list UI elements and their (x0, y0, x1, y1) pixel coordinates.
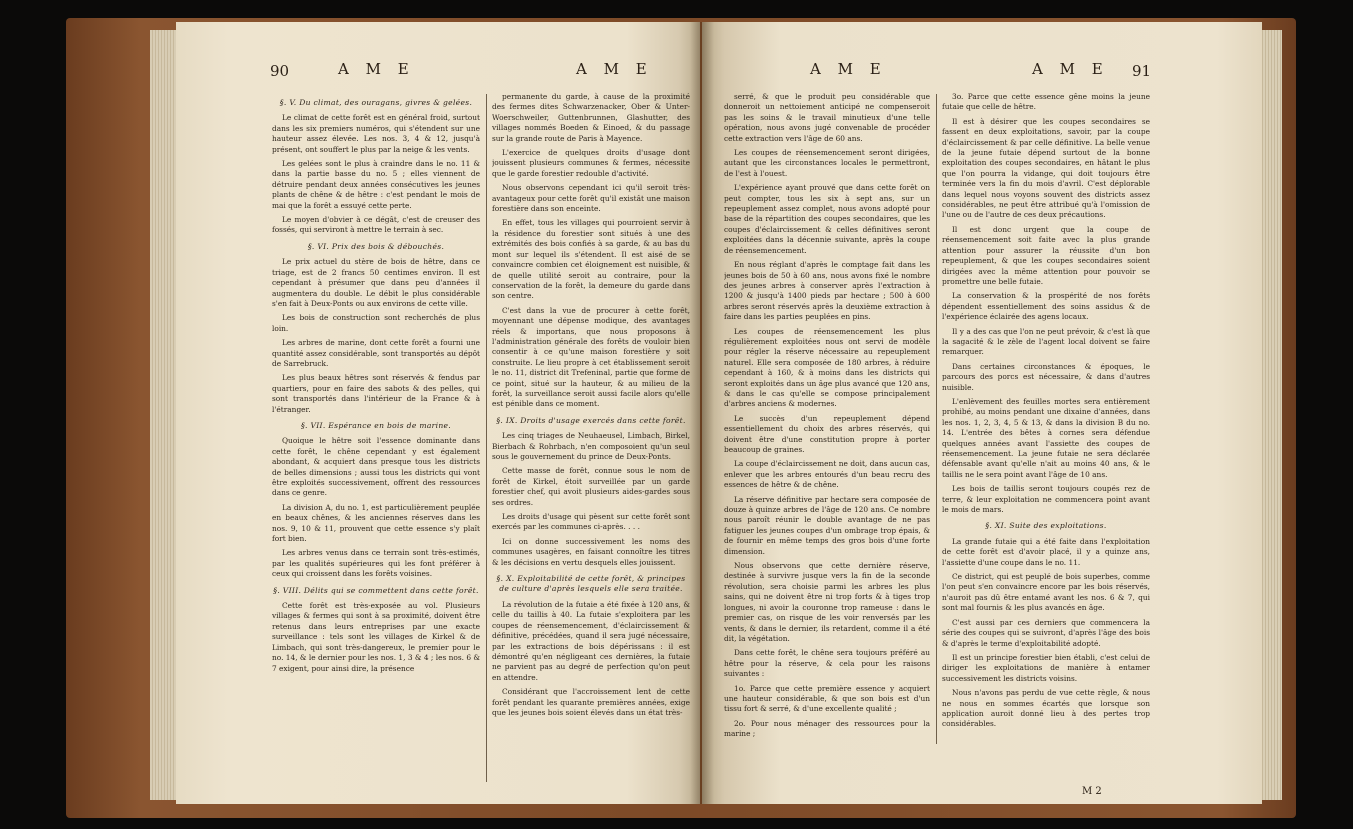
book-gutter (690, 22, 714, 804)
paragraph: Les arbres venus dans ce terrain sont très-estimés, par les qualités supérieures qui les font préférer à ceux qui croissent dans les forêts voisines. (272, 548, 480, 579)
column-rule (936, 94, 937, 744)
paragraph: Les bois de construction sont recherchés de plus loin. (272, 313, 480, 333)
paragraph: La réserve définitive par hectare sera composée de douze à quinze arbres de l'âge de 120 ans. Ce nombre nous paroît réunir le double avantage de ne pas fatiguer les jeunes coupes d'un ombrage trop épais, & de fournir en même temps des gros bois d'une forte dimension. (724, 494, 930, 556)
paragraph: Il y a des cas que l'on ne peut prévoir, & c'est là que la sagacité & le zèle de l'agent local doivent se faire remarquer. (942, 326, 1150, 357)
paragraph: La division A, du no. 1, est particulièrement peuplée en beaux chênes, & les anciennes réserves dans les nos. 9, 10 & 11, prouvent que cette essence s'y plaît fort bien. (272, 502, 480, 544)
page-number: 91 (1132, 62, 1152, 80)
paragraph: Le climat de cette forêt est en général froid, surtout dans les six premiers numéros, qui s'étendent sur une hauteur assez élevée. Les nos. 3, 4 & 12, jusqu'à présent, ont souffert le plus par la neige & les vents. (272, 113, 480, 154)
paragraph: La coupe d'éclaircissement ne doit, dans aucun cas, enlever que les arbres entourés d'un beau recru des essences de hêtre & de chêne. (724, 459, 930, 490)
running-head-left: A M E (810, 60, 887, 78)
section-heading: §. X. Exploitabilité de cette forêt, & principes de culture d'après lesquels elle sera traitée. (496, 574, 686, 594)
paragraph: Nous observons cependant ici qu'il seroit très-avantageux pour cette forêt qu'il existât une maison forestière dans son enceinte. (492, 183, 690, 214)
paragraph: Cette masse de forêt, connue sous le nom de forêt de Kirkel, étoit surveillée par un garde forestier chef, qui avoit plusieurs aides-gardes sous ses ordres. (492, 466, 690, 507)
paragraph: Le succès d'un repeuplement dépend essentiellement du choix des arbres réservés, qui doivent être d'une constitution propre à porter beaucoup de graines. (724, 413, 930, 454)
running-head-right: A M E (1032, 60, 1109, 78)
page-edges-left (150, 30, 178, 800)
page-number: 90 (270, 62, 290, 80)
paragraph: C'est aussi par ces derniers que commencera la série des coupes qui se suivront, d'après l'âge des bois & d'après le terme d'exploitabilité adopté. (942, 617, 1150, 648)
paragraph: permanente du garde, à cause de la proximité des fermes dites Schwarzenacker, Ober & Unter-Woerschweiler, Guttenbrunnen, Glashutter, des villages nommés Boeden & Einoed, & du passage sur la grande route de Paris à Mayence. (492, 92, 690, 143)
paragraph: Ce district, qui est peuplé de bois superbes, comme l'on peut s'en convaincre encore par les bois réservés, n'auroit pas dû être entamé avant les nos. 6 & 7, qui sont mal fournis & les plus avancés en âge. (942, 572, 1150, 613)
paragraph: serré, & que le produit peu considérable que donneroit un nettoiement anticipé ne compenseroit pas les soins & le travail minutieux d'une telle opération, nous avons jugé convenable de procéder cette extraction vers l'âge de 60 ans. (724, 92, 930, 143)
paragraph: Quoique le hêtre soit l'essence dominante dans cette forêt, le chêne cependant y est également abondant, & acquiert dans presque tous les districts de belles dimensions ; aussi tous les districts qui vont être exploités successivement, offrent des ressources dans ce genre. (272, 436, 480, 498)
paragraph: Nous observons que cette dernière réserve, destinée à survivre jusque vers la fin de la seconde révolution, sera choisie parmi les arbres les plus sains, qui ne doivent être ni trop forts & à tiges trop longues, ni avoir la couronne trop rameuse : dans le premier cas, on risque de les voir renversés par les vents, & dans le dernier, ils retardent, comme il a été dit, la végétation. (724, 561, 930, 643)
paragraph: Les droits d'usage qui pèsent sur cette forêt sont exercés par les communes ci-après. . . . (492, 512, 690, 532)
paragraph: Ici on donne successivement les noms des communes usagères, en faisant connoître les titres & les décisions en vertu desquels elles jouissent. (492, 536, 690, 567)
paragraph: En nous réglant d'après le comptage fait dans les jeunes bois de 50 à 60 ans, nous avons fixé le nombre des jeunes arbres à conserver après l'extraction à 1200 & jusqu'à 1400 pieds par hectare ; 500 à 600 arbres seront réservés après la deuxième extraction à faire dans les parties peuplées en pins. (724, 260, 930, 322)
section-heading: §. VIII. Délits qui se commettent dans cette forêt. (273, 585, 479, 595)
paragraph: Les arbres de marine, dont cette forêt a fourni une quantité assez considérable, sont transportés au dépôt de Sarrebruck. (272, 338, 480, 368)
paragraph: Dans cette forêt, le chêne sera toujours préféré au hêtre pour la réserve, & cela pour les raisons suivantes : (724, 648, 930, 679)
paragraph: Les gelées sont le plus à craindre dans le no. 11 & dans la partie basse du no. 5 ; elles viennent de détruire pendant deux années consécutives les jeunes plants de chêne & de hêtre : c'est pendant le mois de mai que la forêt a essuyé cette perte. (272, 159, 480, 210)
paragraph: C'est dans la vue de procurer à cette forêt, moyennant une dépense modique, des avantages réels & importans, que nous proposons à l'administration générale des forêts de vouloir bien consentir à ce qu'une maison forestière y soit construite. Le lieu propre à cet établissement seroit le no. 11, district dit Trefeninal, partie que forme de ce point, situé sur la hauteur, & au milieu de la forêt, la surveillance seroit aussi facile alors qu'elle est pénible dans ce moment. (492, 305, 690, 409)
left-page (176, 22, 700, 804)
section-heading: §. VII. Espérance en bois de marine. (300, 420, 452, 430)
left-page-column-2 (492, 92, 690, 782)
signature-mark: M 2 (1082, 786, 1102, 797)
right-page (702, 22, 1262, 804)
page-edges-right (1260, 30, 1282, 800)
right-page-column-1 (724, 92, 930, 782)
paragraph: L'expérience ayant prouvé que dans cette forêt on peut compter, tous les six à sept ans, sur un repeuplement assez complet, nous avons adopté pour base de la répartition des coupes secondaires, que les coupes d'éclaircissement & celles définitives seront exploitées dans la décennie suivante, après la coupe de réensemencement. (724, 183, 930, 255)
paragraph: Les coupes de réensemencement seront dirigées, autant que les circonstances locales le permettront, de l'est à l'ouest. (724, 148, 930, 178)
paragraph: Les cinq triages de Neuhaeusel, Limbach, Birkel, Bierbach & Rohrbach, n'en composoient qu'un seul sous le gouvernement du prince de Deux-Ponts. (492, 431, 690, 461)
paragraph: L'enlèvement des feuilles mortes sera entièrement prohibé, au moins pendant une dixaine d'années, dans les nos. 1, 2, 3, 4, 5 & 13, & dans la division B du no. 14. L'entrée des bêtes à cornes sera défendue quelques années avant l'assiette des coupes de réensemencement. La jeune futaie ne sera déclarée défensable avant qu'elle n'ait au moins 40 ans, & le taillis ne le sera point avant l'âge de 10 ans. (942, 396, 1150, 479)
section-heading: §. V. Du climat, des ouragans, givres & gelées. (279, 98, 473, 107)
paragraph: Il est à désirer que les coupes secondaires se fassent en deux exploitations, savoir, par la coupe d'éclaircissement & par celle définitive. La belle venue de la jeune futaie dépend surtout de la bonne exploitation des coupes secondaires, en hâtant le plus que l'on pourra la vidange, qui doit toujours être terminée vers la fin du mois d'avril. C'est déplorable dans lequel nous voyons souvent des districts assez considérables, ne peut être attribué qu'à l'omission de l'une ou de l'autre de ces deux précautions. (942, 116, 1150, 220)
column-rule (486, 94, 487, 782)
paragraph: 3o. Parce que cette essence gêne moins la jeune futaie que celle de hêtre. (942, 92, 1150, 112)
paragraph: Il est un principe forestier bien établi, c'est celui de diriger les exploitations de manière à entamer successivement les districts voisins. (942, 652, 1150, 683)
paragraph: La grande futaie qui a été faite dans l'exploitation de cette forêt est d'avoir placé, il y a quinze ans, l'assiette d'une coupe dans le no. 11. (942, 536, 1150, 567)
paragraph: L'exercice de quelques droits d'usage dont jouissent plusieurs communes & fermes, nécessite que le garde forestier redouble d'activité. (492, 148, 690, 178)
right-page-column-2 (942, 92, 1150, 782)
paragraph: 1o. Parce que cette première essence y acquiert une hauteur considérable, & que son bois est d'un tissu fort & serré, & d'une excellente qualité ; (724, 683, 930, 714)
paragraph: Il est donc urgent que la coupe de réensemencement soit faite avec la plus grande attention pour assurer la réussite d'un bon repeuplement, & que les coupes secondaires soient dirigées avec la même attention pour pouvoir se promettre une belle futaie. (942, 224, 1150, 286)
paragraph: Les coupes de réensemencement les plus régulièrement exploitées nous ont servi de modèle pour régler la réserve nécessaire au repeuplement naturel. Elle sera composée de 180 arbres, à réduire cependant à 160, & à moins dans les districts qui seront exploités dans un âge plus avancé que 120 ans, & dans le cas qu'elle se compose principalement d'arbres anciens & modernes. (724, 326, 930, 409)
left-page-column-1 (272, 92, 480, 782)
section-heading: §. IX. Droits d'usage exercés dans cette forêt. (496, 415, 686, 425)
running-head-left: A M E (338, 60, 415, 78)
paragraph: Les plus beaux hêtres sont réservés & fendus par quartiers, pour en faire des sabots & des pelles, qui sont transportés dans l'intérieur de la France & à l'étranger. (272, 373, 480, 414)
paragraph: Dans certaines circonstances & époques, le parcours des porcs est nécessaire, & dans d'autres nuisible. (942, 361, 1150, 392)
paragraph: La révolution de la futaie a été fixée à 120 ans, & celle du taillis à 40. La futaie s'exploitera par les coupes de réensemencement, d'éclaircissement & définitive, précédées, quand il sera jugé nécessaire, par les extractions de bois dépérissans : il est démontré qu'en négligeant ces dernières, la futaie ne parvient pas au degré de perfection qu'on peut en attendre. (492, 599, 690, 682)
paragraph: La conservation & la prospérité de nos forêts dépendent essentiellement des soins assidus & de l'expérience éclairée des agens locaux. (942, 291, 1150, 322)
paragraph: Considérant que l'accroissement lent de cette forêt pendant les quarante premières années, exige que les jeunes bois soient élevés dans un état très- (492, 687, 690, 717)
paragraph: Le moyen d'obvier à ce dégât, c'est de creuser des fossés, qui serviront à mettre le terrain à sec. (272, 215, 480, 235)
paragraph: Le prix actuel du stère de bois de hêtre, dans ce triage, est de 2 francs 50 centimes environ. Il est cependant à présumer que dans peu d'années il augmentera du double. Le débit le plus considérable s'en fait à Deux-Ponts ou aux environs de cette ville. (272, 257, 480, 308)
section-heading: §. VI. Prix des bois & débouchés. (307, 241, 445, 251)
paragraph: 2o. Pour nous ménager des ressources pour la marine ; (724, 718, 930, 739)
paragraph: Nous n'avons pas perdu de vue cette règle, & nous ne nous en sommes écartés que lorsque son application auroit donné lieu à des pertes trop considérables. (942, 688, 1150, 729)
paragraph: En effet, tous les villages qui pourroient servir à la résidence du forestier sont situés à une des extrémités des bois confiés à sa garde, & au bas du mont sur lequel ils s'étendent. Il est aisé de se convaincre combien cet éloignement est nuisible, & de quelle utilité seroit au contraire, pour la conservation de la forêt, la demeure du garde dans son centre. (492, 218, 690, 301)
running-head-right: A M E (576, 60, 653, 78)
paragraph: Cette forêt est très-exposée au vol. Plusieurs villages & fermes qui sont à sa proximité, doivent être retenus dans leurs entreprises par une exacte surveillance : tels sont les villages de Kirkel & de Limbach, qui sont très-dangereux, le premier pour le no. 14, & le dernier pour les nos. 1, 3 & 4 ; les nos. 6 & 7 exigent, pour ainsi dire, la présence (272, 601, 480, 673)
paragraph: Les bois de taillis seront toujours coupés rez de terre, & leur exploitation ne commencera point avant le mois de mars. (942, 484, 1150, 515)
section-heading: §. XI. Suite des exploitations. (985, 521, 1107, 531)
